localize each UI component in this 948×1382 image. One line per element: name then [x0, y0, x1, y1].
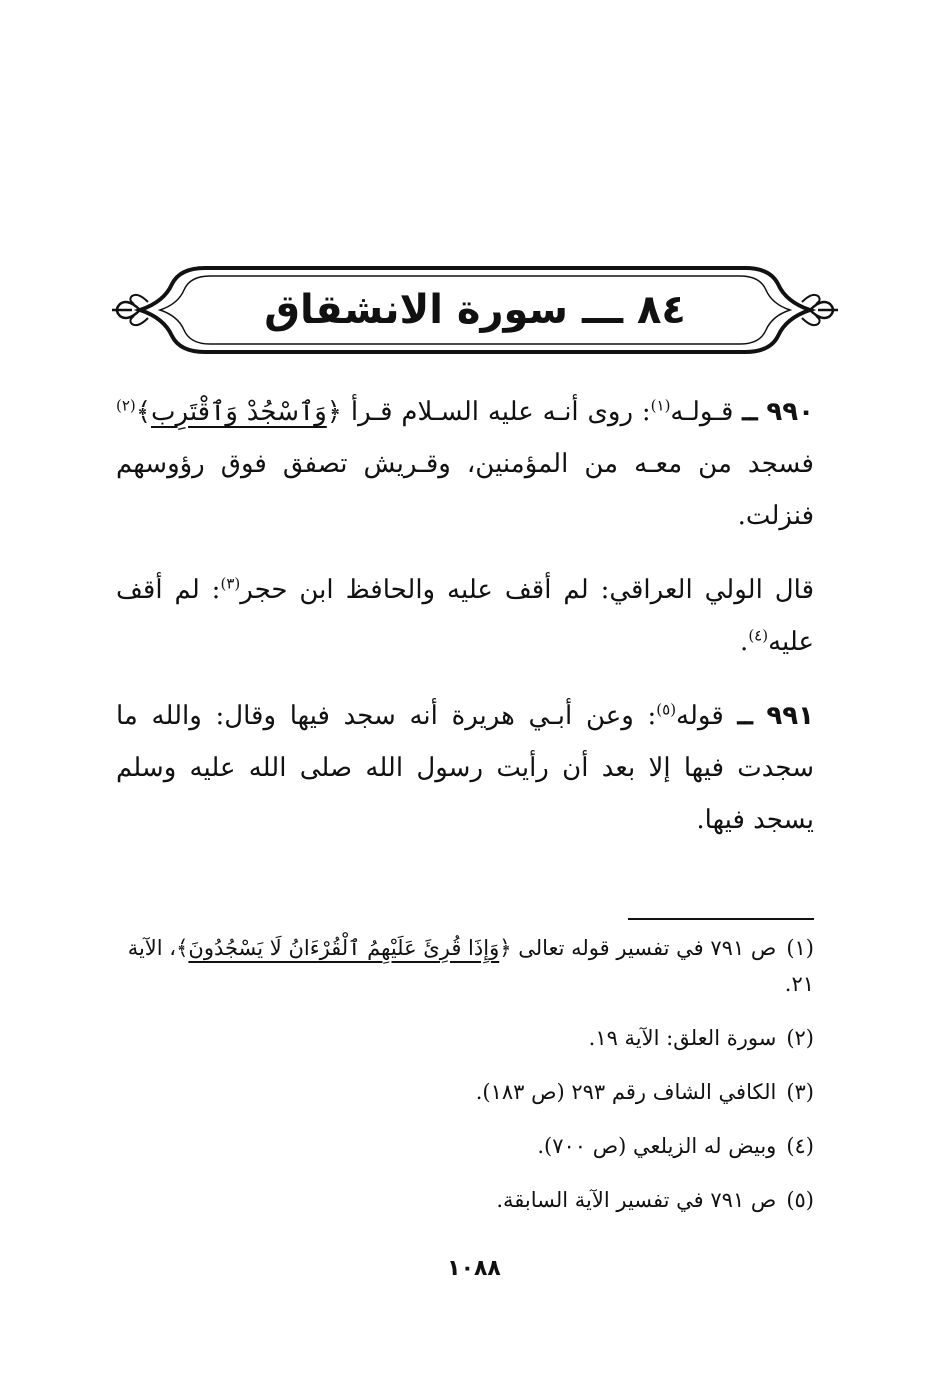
entry-text: : وعن أبـي هريرة أنه سجد فيها وقال: والله ما سجدت فيها إلا بعد أن رأيت رسول الله صلى الله عليه وسلم يسجد فيها.: [116, 701, 814, 835]
footnote-text: ص ٧٩١ في تفسير الآية السابقة.: [496, 1188, 777, 1212]
footnote-number: (٢): [786, 1026, 814, 1050]
note-text: : لم أقف عليه: [116, 575, 814, 657]
quote-close: ﴾: [135, 397, 152, 427]
footnote-5: [116, 1182, 814, 1218]
page-number: ١٠٨٨: [447, 1256, 501, 1281]
entry-text: فسجد من معـه من المؤمنين، وقـريش تصفق فوق رؤوسهم فنزلت.: [116, 449, 814, 531]
footnote-text: الكافي الشاف رقم ٢٩٣ (ص ١٨٣).: [475, 1080, 777, 1104]
footnote-4: [116, 1128, 814, 1164]
footnote-2: [116, 1020, 814, 1056]
entry-dash: ــ: [742, 397, 758, 427]
iraqi-note: [116, 564, 814, 668]
quran-quote: وَٱسْجُدْ وَٱقْتَرِب: [151, 397, 327, 427]
footnote-ref: (١): [650, 396, 671, 415]
chapter-number: ٨٤: [636, 287, 686, 333]
footnote-ref: (٤): [748, 626, 769, 645]
entry-990: [116, 386, 814, 542]
footnotes: [116, 930, 814, 1236]
entry-text: : روى أنـه عليه السـلام قـرأ ﴿: [326, 397, 651, 427]
entry-991: [116, 690, 814, 846]
footnote-text: سورة العلق: الآية ١٩.: [588, 1026, 777, 1050]
chapter-heading-frame: [110, 262, 840, 358]
footnote-text: ﴾، الآية ٢١.: [127, 936, 814, 996]
footnote-ref: (٢): [116, 396, 136, 415]
footnote-3: [116, 1074, 814, 1110]
chapter-title: [110, 262, 840, 358]
entry-lead: قوله: [676, 701, 724, 731]
note-text: قال الولي العراقي: لم أقف عليه والحافظ ابن حجر: [240, 575, 814, 605]
entry-number: ٩٩٠: [766, 397, 815, 427]
footnote-number: (١): [786, 936, 814, 960]
footnote-text: وبيض له الزيلعي (ص ٧٠٠).: [537, 1134, 777, 1158]
footnote-number: (٣): [786, 1080, 814, 1104]
entry-lead: قـولـه: [670, 397, 734, 427]
entry-number: ٩٩١: [766, 701, 814, 731]
quran-quote: وَإِذَا قُرِئَ عَلَيْهِمُ ٱلْقُرْءَانُ لَا يَسْجُدُونَ: [188, 936, 500, 960]
footnote-ref: (٥): [656, 700, 677, 719]
chapter-dash: ـــ: [581, 287, 623, 333]
footnote-text: ص ٧٩١ في تفسير قوله تعالى ﴿: [499, 936, 777, 960]
entry-dash: ــ: [737, 701, 753, 731]
footnote-number: (٥): [786, 1188, 814, 1212]
chapter-name: سورة الانشقاق: [264, 287, 568, 333]
note-text: .: [740, 627, 749, 657]
footnote-ref: (٣): [220, 574, 241, 593]
footnote-number: (٤): [786, 1134, 814, 1158]
footnote-separator: [628, 918, 814, 920]
footnote-1: [116, 930, 814, 1002]
